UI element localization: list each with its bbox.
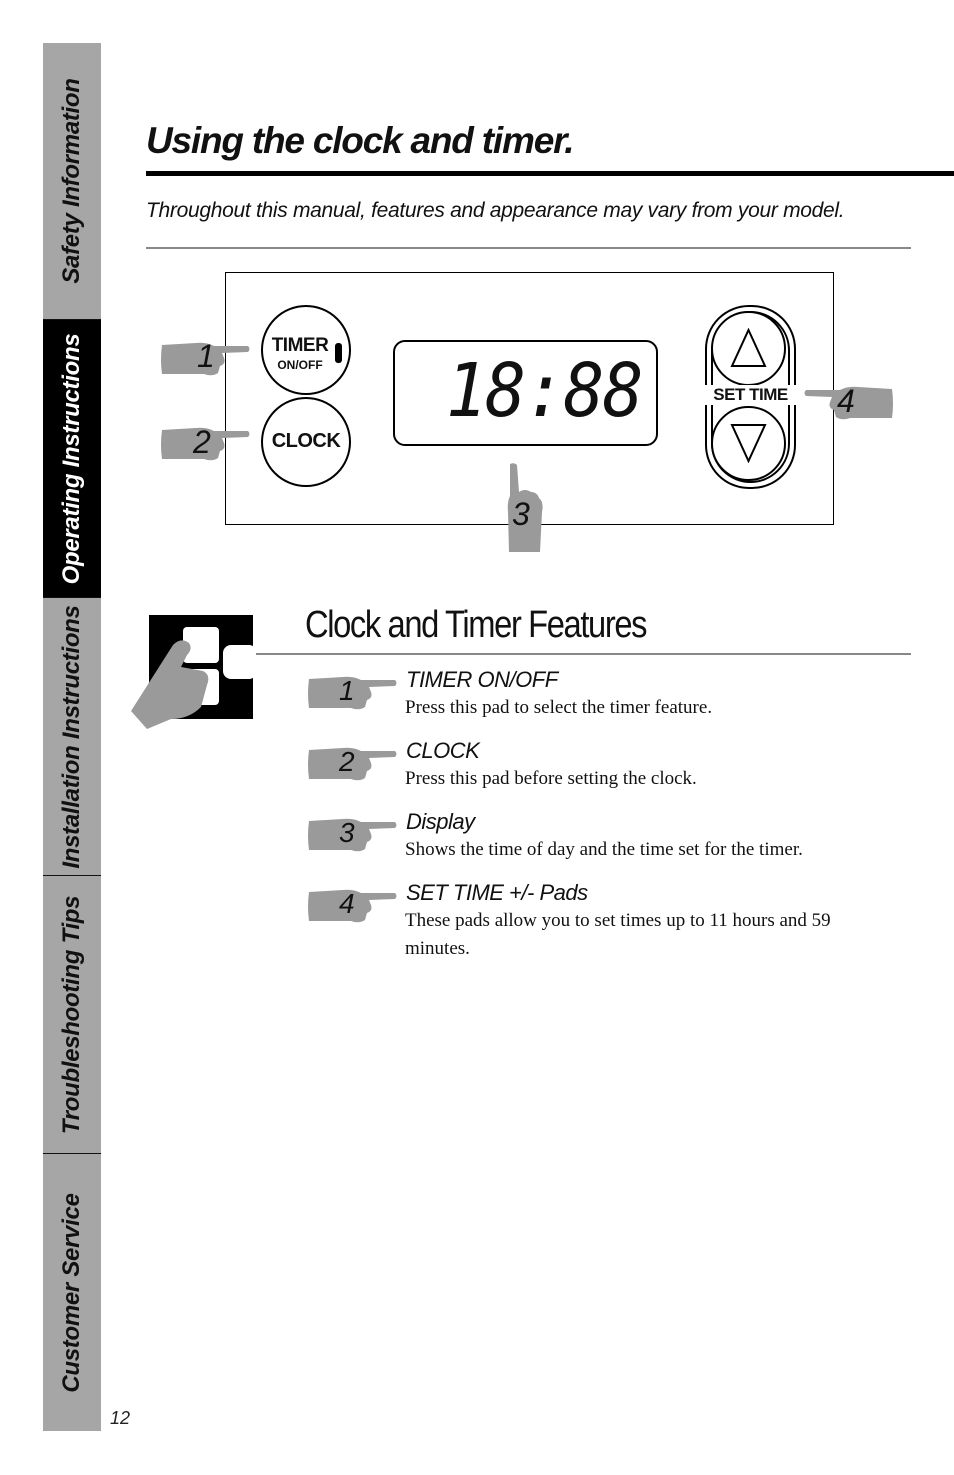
keypad-hand-icon bbox=[131, 615, 255, 730]
tab-installation-instructions-label: Installation Instructions bbox=[58, 604, 85, 869]
feature-number: 4 bbox=[339, 888, 355, 919]
tab-installation-instructions[interactable] bbox=[43, 598, 101, 876]
display-readout: 18:88 bbox=[446, 348, 642, 434]
model-variation-note: Throughout this manual, features and appearance may vary from your model. bbox=[146, 199, 845, 222]
side-tab-strip bbox=[43, 43, 101, 1431]
tab-customer-service[interactable] bbox=[43, 1154, 101, 1431]
feature-description: Press this pad before setting the clock. bbox=[405, 768, 697, 789]
tab-troubleshooting-tips-label: Troubleshooting Tips bbox=[58, 895, 85, 1134]
set-time-label: SET TIME bbox=[695, 385, 806, 405]
section-rule bbox=[256, 653, 911, 655]
timer-indicator-light bbox=[335, 343, 342, 363]
feature-item bbox=[307, 738, 907, 825]
feature-number: 1 bbox=[339, 675, 355, 706]
timer-pad-sublabel: ON/OFF bbox=[277, 358, 323, 372]
title-rule bbox=[146, 171, 954, 176]
timer-on-off-pad bbox=[261, 305, 351, 395]
feature-number: 3 bbox=[339, 817, 355, 848]
set-time-pad bbox=[705, 305, 796, 489]
tab-operating-instructions[interactable] bbox=[43, 320, 101, 598]
feature-item bbox=[307, 809, 907, 896]
feature-name: SET TIME +/- Pads bbox=[406, 880, 588, 905]
tab-troubleshooting-tips[interactable] bbox=[43, 876, 101, 1154]
page-title: Using the clock and timer. bbox=[146, 120, 574, 161]
feature-description: Press this pad to select the timer feature. bbox=[405, 697, 713, 718]
feature-number: 2 bbox=[339, 746, 355, 777]
feature-name: Display bbox=[406, 809, 475, 834]
clock-pad-label: CLOCK bbox=[271, 430, 341, 452]
set-time-down-button bbox=[711, 406, 786, 481]
tab-operating-instructions-label: Operating Instructions bbox=[58, 333, 85, 584]
tab-safety-information[interactable] bbox=[43, 43, 101, 320]
feature-description: Shows the time of day and the time set for the timer. bbox=[405, 839, 803, 860]
tab-safety-information-label: Safety Information bbox=[58, 78, 85, 284]
callout-number-4: 4 bbox=[837, 383, 855, 419]
callout-number-3: 3 bbox=[512, 496, 530, 532]
tab-customer-service-label: Customer Service bbox=[58, 1192, 85, 1393]
feature-name: TIMER ON/OFF bbox=[406, 667, 558, 692]
page-number: 12 bbox=[110, 1408, 131, 1428]
feature-name: CLOCK bbox=[406, 738, 480, 763]
callout-number-2: 2 bbox=[193, 424, 211, 460]
clock-pad bbox=[261, 397, 351, 487]
section-heading: Clock and Timer Features bbox=[305, 604, 647, 646]
feature-description: These pads allow you to set times up to 11 hours and 59 minutes. bbox=[405, 910, 831, 959]
feature-item bbox=[307, 667, 907, 754]
display-window bbox=[393, 340, 658, 446]
timer-pad-label: TIMER bbox=[271, 335, 329, 356]
intro-rule bbox=[146, 247, 911, 249]
feature-item bbox=[307, 880, 907, 967]
arrow-down-icon bbox=[730, 423, 767, 463]
arrow-up-icon bbox=[730, 328, 767, 368]
callout-number-1: 1 bbox=[197, 338, 215, 374]
set-time-up-button bbox=[711, 311, 786, 386]
